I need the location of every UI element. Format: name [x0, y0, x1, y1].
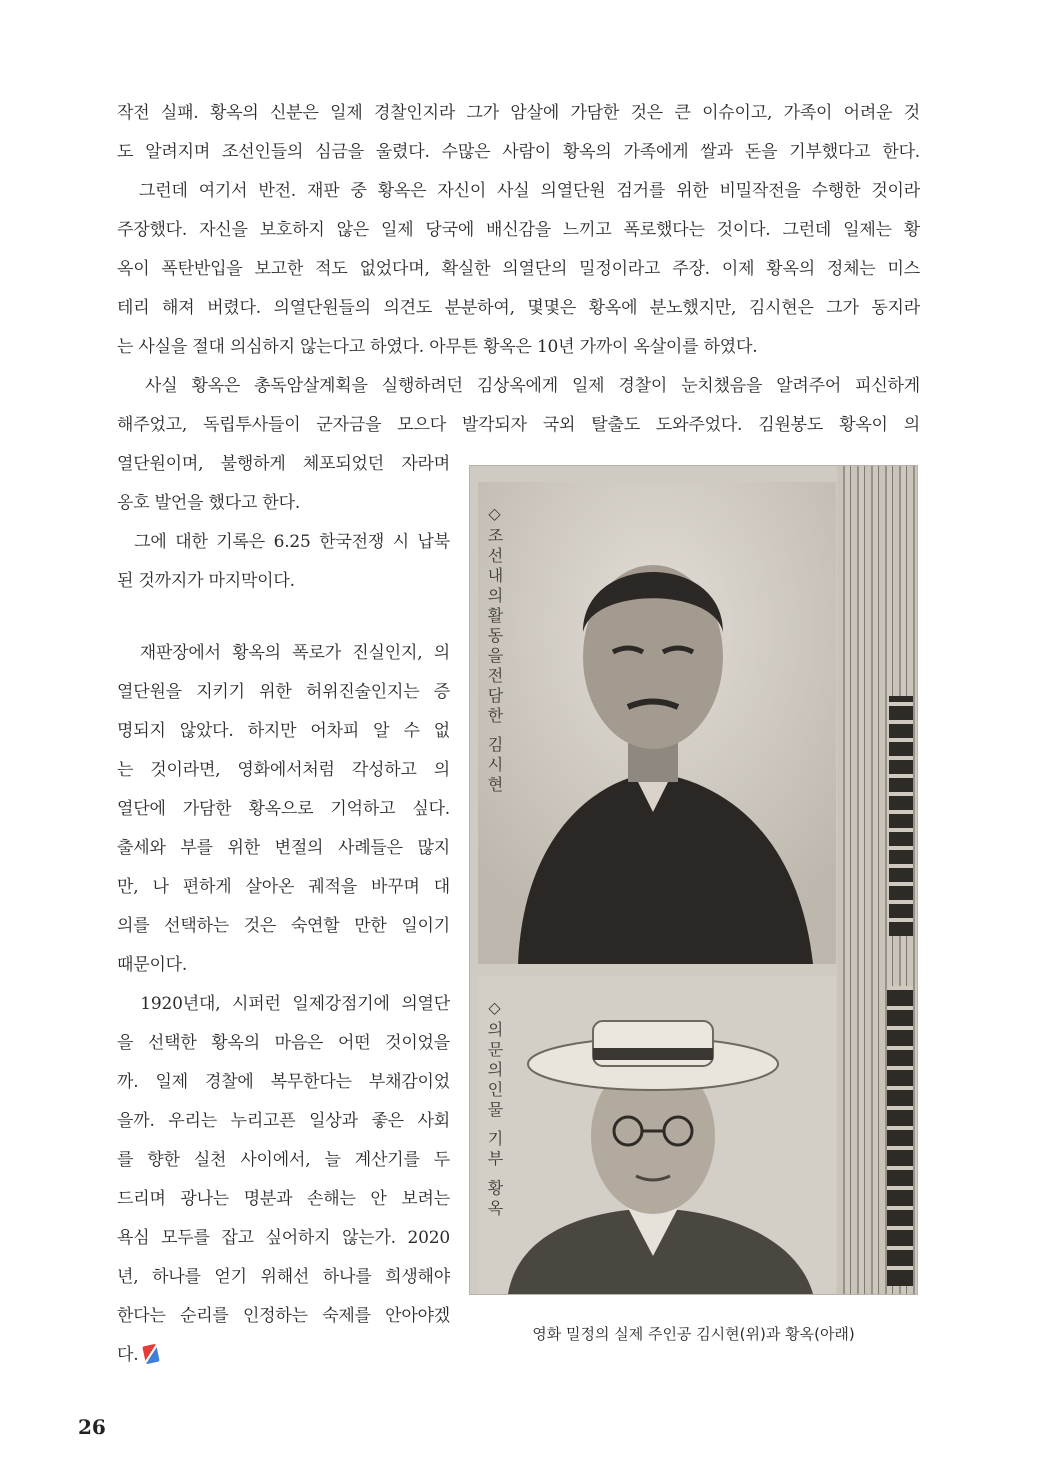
text-line: 의를 선택하는 것은 숙연할 만한 일이기 — [117, 916, 450, 936]
end-mark-icon — [143, 1344, 160, 1365]
text-line: 테리 해져 버렸다. 의열단원들의 의견도 분분하여, 몇몇은 황옥에 분노했지만, 김시현은 그가 동지라 — [117, 298, 920, 318]
text-line: 까. 일제 경찰에 복무한다는 부채감이었 — [117, 1072, 450, 1092]
text-line: 주장했다. 자신을 보호하지 않은 일제 당국에 배신감을 느끼고 폭로했다는 것이다. 그런데 일제는 황 — [117, 220, 920, 240]
text-line: 열단원을 지키기 위한 허위진술인지는 증 — [117, 682, 450, 702]
text-line: 만, 나 편하게 살아온 궤적을 바꾸며 대 — [117, 877, 450, 897]
portrait-bottom-drawing — [478, 976, 836, 1294]
photo-caption-top: ◇조선내의활동을전담한 김시현 — [485, 504, 504, 797]
text-line: 열단원이며, 불행하게 체포되었던 자라며 — [117, 454, 450, 474]
text-line: 작전 실패. 황옥의 신분은 일제 경찰인지라 그가 암살에 가담한 것은 큰 이슈이고, 가족이 어려운 것 — [117, 103, 920, 123]
photo-caption-bottom: ◇의문의인물 기부 황옥 — [485, 998, 504, 1220]
page-number: 26 — [78, 1415, 106, 1439]
portrait-kim-sihyeon — [478, 482, 836, 964]
text-line: 명되지 않았다. 하지만 어차피 알 수 없 — [117, 721, 450, 741]
text-line: 드리며 광나는 명분과 손해는 안 보려는 — [117, 1189, 450, 1209]
text-line: 을 선택한 황옥의 마음은 어떤 것이었을 — [117, 1033, 450, 1053]
text-line: 옥이 폭탄반입을 보고한 적도 없었다며, 확실한 의열단의 밀정이라고 주장. 이제 황옥의 정체는 미스 — [117, 259, 920, 279]
text-line: 한다는 순리를 인정하는 숙제를 안아야겠 — [117, 1306, 450, 1326]
figure-caption: 영화 밀정의 실제 주인공 김시현(위)과 황옥(아래) — [532, 1325, 855, 1343]
text-line: 도 알려지며 조선인들의 심금을 울렸다. 수많은 사람이 황옥의 가족에게 쌀과 돈을 기부했다고 한다. — [117, 142, 920, 162]
portrait-hwang-ok — [478, 976, 836, 1294]
text-line: 재판장에서 황옥의 폭로가 진실인지, 의 — [117, 643, 450, 663]
newspaper-headline-bottom — [887, 986, 913, 1286]
text-line: 그에 대한 기록은 6.25 한국전쟁 시 납북 — [117, 532, 450, 552]
text-line: 때문이다. — [117, 955, 188, 975]
text-line: 1920년대, 시퍼런 일제강점기에 의열단 — [117, 994, 450, 1014]
text-line: 사실 황옥은 총독암살계획을 실행하려던 김상옥에게 일제 경찰이 눈치챘음을 알려주어 피신하게 — [117, 376, 920, 396]
text-line: 옹호 발언을 했다고 한다. — [117, 493, 301, 513]
final-text: 다. — [117, 1345, 139, 1365]
text-line-final — [117, 1344, 450, 1366]
text-line: 욕심 모두를 잡고 싶어하지 않는가. 2020 — [117, 1228, 450, 1248]
text-line: 출세와 부를 위한 변절의 사례들은 많지 — [117, 838, 450, 858]
newspaper-photo — [469, 465, 918, 1295]
newspaper-headline-top — [889, 696, 913, 936]
text-line: 년, 하나를 얻기 위해선 하나를 희생해야 — [117, 1267, 450, 1287]
text-line: 된 것까지가 마지막이다. — [117, 571, 295, 591]
text-line: 열단에 가담한 황옥으로 기억하고 싶다. — [117, 799, 450, 819]
text-line: 해주었고, 독립투사들이 군자금을 모으다 발각되자 국외 탈출도 도와주었다. 김원봉도 황옥이 의 — [117, 415, 920, 435]
text-line: 을까. 우리는 누리고픈 일상과 좋은 사회 — [117, 1111, 450, 1131]
portrait-top-drawing — [478, 482, 836, 964]
text-line: 그런데 여기서 반전. 재판 중 황옥은 자신이 사실 의열단원 검거를 위한 비밀작전을 수행한 것이라 — [117, 181, 920, 201]
text-line: 를 향한 실천 사이에서, 늘 계산기를 두 — [117, 1150, 450, 1170]
text-line: 는 것이라면, 영화에서처럼 각성하고 의 — [117, 760, 450, 780]
text-line: 는 사실을 절대 의심하지 않는다고 하였다. 아무튼 황옥은 10년 가까이 옥살이를 하였다. — [117, 337, 758, 357]
